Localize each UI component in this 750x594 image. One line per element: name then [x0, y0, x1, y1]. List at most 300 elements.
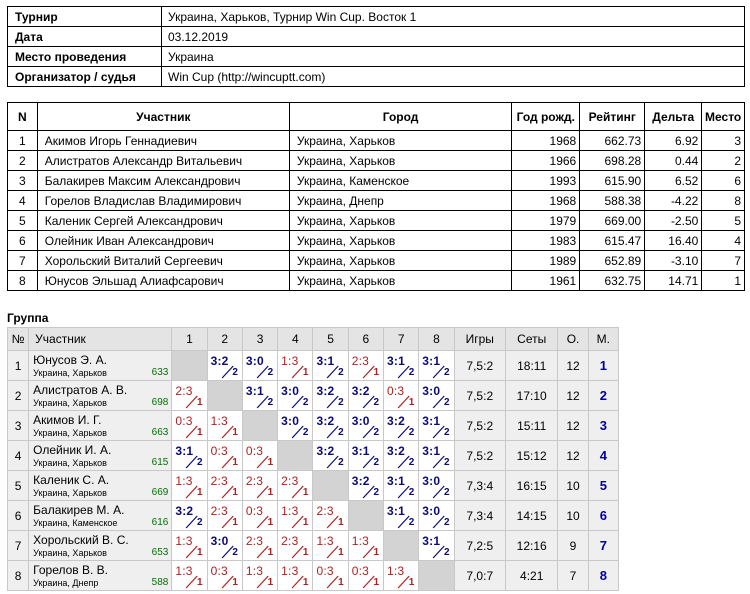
participant-delta: 6.92 — [645, 131, 702, 151]
player-sets: 17:10 — [505, 381, 557, 411]
player-place: 5 — [588, 471, 618, 501]
match-result-cell — [313, 441, 348, 471]
info-label: Дата — [8, 27, 162, 47]
match-score: 1:3 — [175, 474, 193, 488]
player-points: 12 — [558, 411, 588, 441]
header-delta: Дельта — [645, 103, 702, 131]
participants-table — [7, 102, 745, 291]
match-score: 2:3 — [210, 474, 228, 488]
player-city: Украина, Каменское — [33, 518, 118, 528]
participant-rating: 615.90 — [580, 171, 645, 191]
header-rating: Рейтинг — [580, 103, 645, 131]
match-points: 1 — [197, 427, 203, 438]
match-result-cell — [419, 531, 454, 561]
player-place: 4 — [588, 441, 618, 471]
participant-delta: 0.44 — [645, 151, 702, 171]
match-score: 3:2 — [210, 354, 229, 368]
self-match-cell — [313, 471, 348, 501]
match-score: 2:3 — [351, 354, 370, 368]
player-points: 9 — [558, 531, 588, 561]
group-header-sets: Сеты — [505, 328, 557, 351]
match-result-cell — [419, 471, 454, 501]
match-score: 3:1 — [422, 414, 441, 428]
info-label: Турнир — [8, 7, 162, 27]
participant-city: Украина, Харьков — [289, 231, 511, 251]
player-sets: 15:12 — [505, 441, 557, 471]
match-result-cell — [278, 531, 313, 561]
match-points: 1 — [267, 517, 274, 528]
group-header-col-7: 7 — [384, 328, 419, 351]
group-header-points: О. — [558, 328, 588, 351]
participant-rating: 632.75 — [580, 271, 645, 291]
match-result-cell — [278, 471, 313, 501]
player-city: Украина, Харьков — [33, 458, 107, 468]
player-city: Украина, Харьков — [33, 428, 107, 438]
self-match-cell — [419, 561, 454, 591]
header-place: Место — [702, 103, 745, 131]
match-points: 2 — [197, 457, 203, 468]
player-short-name: Хорольский В. С. — [33, 533, 129, 547]
participant-name: Каленик Сергей Александрович — [37, 211, 289, 231]
player-place: 8 — [588, 561, 618, 591]
match-score: 0:3 — [210, 564, 228, 578]
match-points: 2 — [267, 367, 274, 378]
match-score: 0:3 — [316, 564, 334, 578]
group-row-number: 8 — [8, 561, 29, 591]
match-points: 1 — [232, 487, 238, 498]
player-points: 12 — [558, 441, 588, 471]
match-points: 2 — [338, 457, 344, 468]
player-short-name: Олейник И. А. — [33, 443, 112, 457]
participant-rating: 615.47 — [580, 231, 645, 251]
match-result-cell — [384, 561, 419, 591]
player-points: 7 — [558, 561, 588, 591]
match-points: 2 — [444, 427, 450, 438]
match-result-cell — [278, 411, 313, 441]
match-result-cell — [384, 381, 419, 411]
player-games: 7,3:4 — [454, 471, 505, 501]
match-result-cell — [384, 501, 419, 531]
player-sets: 18:11 — [505, 351, 557, 381]
match-result-cell — [242, 561, 277, 591]
match-points: 2 — [408, 367, 415, 378]
participant-delta: -2.50 — [645, 211, 702, 231]
player-games: 7,5:2 — [454, 381, 505, 411]
match-result-cell — [348, 351, 383, 381]
match-score: 1:3 — [175, 534, 193, 548]
group-header-col-6: 6 — [348, 328, 383, 351]
participant-city: Украина, Харьков — [289, 151, 511, 171]
info-row — [8, 47, 745, 67]
table-row — [8, 211, 745, 231]
self-match-cell — [348, 501, 383, 531]
match-points: 2 — [373, 457, 380, 468]
match-result-cell — [242, 501, 277, 531]
match-result-cell — [172, 411, 207, 441]
match-score: 0:3 — [387, 384, 405, 398]
match-points: 2 — [267, 397, 274, 408]
group-header-col-5: 5 — [313, 328, 348, 351]
match-result-cell — [172, 531, 207, 561]
participant-place: 1 — [702, 271, 745, 291]
table-row — [8, 191, 745, 211]
group-header-col-1: 1 — [172, 328, 207, 351]
player-games: 7,3:4 — [454, 501, 505, 531]
match-points: 1 — [197, 487, 203, 498]
match-score: 1:3 — [281, 564, 299, 578]
player-games: 7,0:7 — [454, 561, 505, 591]
participant-city: Украина, Харьков — [289, 131, 511, 151]
group-player-cell — [29, 531, 172, 561]
participant-place: 6 — [702, 171, 745, 191]
participant-year: 1961 — [512, 271, 580, 291]
player-rating: 653 — [151, 547, 169, 558]
player-city: Украина, Днепр — [33, 578, 99, 588]
match-score: 3:1 — [245, 384, 264, 398]
group-player-cell — [29, 351, 172, 381]
match-score: 3:0 — [422, 474, 441, 488]
match-score: 3:0 — [422, 384, 441, 398]
group-title: Группа — [7, 311, 49, 325]
info-label: Место проведения — [8, 47, 162, 67]
match-points: 1 — [408, 577, 415, 588]
group-row — [8, 381, 619, 411]
match-result-cell — [278, 501, 313, 531]
match-score: 2:3 — [175, 384, 193, 398]
match-result-cell — [207, 501, 242, 531]
self-match-cell — [207, 381, 242, 411]
participant-n: 7 — [8, 251, 38, 271]
match-points: 1 — [338, 517, 344, 528]
match-result-cell — [207, 531, 242, 561]
table-row — [8, 251, 745, 271]
match-points: 1 — [373, 547, 380, 558]
group-header-col-3: 3 — [242, 328, 277, 351]
group-row — [8, 441, 619, 471]
participant-rating: 698.28 — [580, 151, 645, 171]
self-match-cell — [172, 351, 207, 381]
participant-delta: 6.52 — [645, 171, 702, 191]
participant-name: Балакирев Максим Александрович — [37, 171, 289, 191]
player-games: 7,5:2 — [454, 351, 505, 381]
participant-place: 3 — [702, 131, 745, 151]
match-result-cell — [207, 561, 242, 591]
match-result-cell — [207, 351, 242, 381]
participant-place: 8 — [702, 191, 745, 211]
match-points: 1 — [373, 577, 380, 588]
match-points: 2 — [338, 397, 344, 408]
group-row — [8, 531, 619, 561]
info-value: Win Cup (http://wincuptt.com) — [162, 67, 745, 87]
player-short-name: Горелов В. В. — [33, 563, 109, 577]
match-score: 1:3 — [281, 504, 299, 518]
group-row — [8, 501, 619, 531]
group-row-number: 7 — [8, 531, 29, 561]
participant-rating: 662.73 — [580, 131, 645, 151]
match-score: 2:3 — [281, 534, 299, 548]
match-points: 1 — [302, 577, 309, 588]
match-score: 3:1 — [316, 354, 335, 368]
match-score: 3:2 — [387, 444, 405, 458]
player-rating: 588 — [151, 577, 169, 588]
match-result-cell — [207, 471, 242, 501]
match-score: 3:0 — [245, 354, 264, 368]
info-row — [8, 27, 745, 47]
player-points: 12 — [558, 381, 588, 411]
match-result-cell — [172, 501, 207, 531]
player-short-name: Акимов И. Г. — [33, 413, 102, 427]
player-games: 7,5:2 — [454, 411, 505, 441]
match-score: 3:1 — [422, 354, 441, 368]
group-header-n: № — [8, 328, 29, 351]
match-result-cell — [384, 441, 419, 471]
match-result-cell — [242, 531, 277, 561]
match-points: 1 — [232, 457, 238, 468]
match-score: 2:3 — [281, 474, 299, 488]
match-score: 3:2 — [316, 384, 335, 398]
match-result-cell — [313, 501, 348, 531]
match-result-cell — [348, 381, 383, 411]
match-score: 0:3 — [210, 444, 228, 458]
group-row — [8, 351, 619, 381]
player-rating: 663 — [151, 427, 169, 438]
participant-place: 5 — [702, 211, 745, 231]
participant-n: 3 — [8, 171, 38, 191]
player-rating: 669 — [151, 487, 169, 498]
match-result-cell — [242, 471, 277, 501]
group-row-number: 1 — [8, 351, 29, 381]
match-score: 3:1 — [422, 444, 441, 458]
match-points: 2 — [197, 517, 203, 528]
group-row — [8, 471, 619, 501]
match-points: 1 — [338, 547, 344, 558]
player-place: 6 — [588, 501, 618, 531]
match-score: 1:3 — [245, 564, 264, 578]
player-short-name: Юнусов Э. А. — [33, 353, 107, 367]
participant-city: Украина, Днепр — [289, 191, 511, 211]
participant-delta: 14.71 — [645, 271, 702, 291]
participant-year: 1983 — [512, 231, 580, 251]
match-points: 1 — [267, 547, 274, 558]
player-rating: 616 — [151, 517, 169, 528]
match-score: 1:3 — [316, 534, 334, 548]
player-sets: 4:21 — [505, 561, 557, 591]
group-player-cell — [29, 501, 172, 531]
group-header-col-8: 8 — [419, 328, 454, 351]
group-player-cell — [29, 441, 172, 471]
player-rating: 615 — [151, 457, 169, 468]
match-result-cell — [278, 561, 313, 591]
match-points: 2 — [302, 397, 309, 408]
group-header-games: Игры — [454, 328, 505, 351]
player-place: 3 — [588, 411, 618, 441]
match-result-cell — [384, 411, 419, 441]
header-year: Год рожд. — [512, 103, 580, 131]
match-result-cell — [313, 531, 348, 561]
match-result-cell — [419, 411, 454, 441]
player-rating: 633 — [151, 367, 169, 378]
match-points: 2 — [408, 487, 415, 498]
match-result-cell — [313, 561, 348, 591]
player-sets: 15:11 — [505, 411, 557, 441]
participant-name: Горелов Владислав Владимирович — [37, 191, 289, 211]
self-match-cell — [278, 441, 313, 471]
group-header-place: М. — [588, 328, 618, 351]
match-points: 1 — [302, 517, 309, 528]
match-score: 1:3 — [387, 564, 405, 578]
match-score: 3:2 — [351, 384, 370, 398]
participant-place: 2 — [702, 151, 745, 171]
header-city: Город — [289, 103, 511, 131]
group-row — [8, 561, 619, 591]
match-score: 1:3 — [175, 564, 193, 578]
player-city: Украина, Харьков — [33, 368, 107, 378]
participant-n: 4 — [8, 191, 38, 211]
match-points: 2 — [302, 427, 309, 438]
match-score: 3:2 — [387, 414, 405, 428]
match-result-cell — [419, 441, 454, 471]
match-points: 1 — [267, 457, 274, 468]
match-points: 2 — [444, 487, 450, 498]
participant-n: 2 — [8, 151, 38, 171]
match-result-cell — [384, 471, 419, 501]
match-points: 2 — [232, 547, 238, 558]
group-player-cell — [29, 561, 172, 591]
group-header-col-4: 4 — [278, 328, 313, 351]
match-points: 2 — [338, 367, 344, 378]
table-row — [8, 151, 745, 171]
participant-city: Украина, Харьков — [289, 271, 511, 291]
match-score: 3:1 — [351, 444, 370, 458]
player-points: 12 — [558, 351, 588, 381]
match-score: 0:3 — [245, 444, 264, 458]
group-row-number: 3 — [8, 411, 29, 441]
tournament-info-table — [7, 6, 745, 87]
participant-name: Юнусов Эльшад Алиафсарович — [37, 271, 289, 291]
player-place: 1 — [588, 351, 618, 381]
participant-year: 1993 — [512, 171, 580, 191]
match-result-cell — [348, 471, 383, 501]
match-score: 3:1 — [387, 474, 405, 488]
group-grid — [7, 327, 619, 591]
match-score: 3:0 — [422, 504, 441, 518]
match-score: 1:3 — [210, 414, 228, 428]
match-result-cell — [348, 441, 383, 471]
participant-city: Украина, Харьков — [289, 211, 511, 231]
participant-delta: -3.10 — [645, 251, 702, 271]
player-points: 10 — [558, 471, 588, 501]
match-points: 2 — [444, 517, 450, 528]
match-score: 0:3 — [351, 564, 370, 578]
match-score: 3:0 — [281, 384, 300, 398]
match-result-cell — [172, 381, 207, 411]
participant-place: 4 — [702, 231, 745, 251]
participant-n: 1 — [8, 131, 38, 151]
match-points: 1 — [267, 487, 274, 498]
match-score: 2:3 — [316, 504, 334, 518]
participant-rating: 588.38 — [580, 191, 645, 211]
participant-name: Алистратов Александр Витальевич — [37, 151, 289, 171]
info-value: 03.12.2019 — [162, 27, 745, 47]
match-score: 0:3 — [175, 414, 193, 428]
self-match-cell — [242, 411, 277, 441]
match-points: 2 — [444, 367, 450, 378]
match-points: 1 — [232, 427, 238, 438]
player-city: Украина, Харьков — [33, 548, 107, 558]
match-result-cell — [313, 381, 348, 411]
match-points: 1 — [338, 577, 344, 588]
match-result-cell — [419, 351, 454, 381]
match-result-cell — [172, 441, 207, 471]
participant-city: Украина, Харьков — [289, 251, 511, 271]
self-match-cell — [384, 531, 419, 561]
participant-year: 1979 — [512, 211, 580, 231]
match-result-cell — [278, 381, 313, 411]
player-points: 10 — [558, 501, 588, 531]
match-score: 3:0 — [281, 414, 300, 428]
info-row — [8, 7, 745, 27]
player-short-name: Каленик С. А. — [33, 473, 110, 487]
match-result-cell — [313, 411, 348, 441]
player-city: Украина, Харьков — [33, 488, 107, 498]
match-score: 1:3 — [281, 354, 299, 368]
match-result-cell — [242, 441, 277, 471]
tournament-info-body — [8, 7, 745, 87]
match-points: 1 — [373, 367, 380, 378]
participant-year: 1968 — [512, 191, 580, 211]
match-points: 2 — [338, 427, 344, 438]
match-score: 3:0 — [210, 534, 229, 548]
match-result-cell — [348, 531, 383, 561]
match-points: 2 — [373, 397, 380, 408]
match-points: 2 — [408, 457, 415, 468]
match-points: 1 — [302, 487, 309, 498]
player-short-name: Балакирев М. А. — [33, 503, 125, 517]
match-result-cell — [207, 411, 242, 441]
table-row — [8, 271, 745, 291]
player-sets: 16:15 — [505, 471, 557, 501]
match-score: 3:0 — [351, 414, 370, 428]
match-result-cell — [207, 441, 242, 471]
match-points: 1 — [302, 547, 309, 558]
match-points: 1 — [408, 397, 415, 408]
group-row-number: 5 — [8, 471, 29, 501]
match-result-cell — [172, 561, 207, 591]
player-games: 7,5:2 — [454, 441, 505, 471]
participant-n: 6 — [8, 231, 38, 251]
participant-year: 1989 — [512, 251, 580, 271]
match-result-cell — [419, 501, 454, 531]
match-points: 2 — [408, 517, 415, 528]
match-score: 3:1 — [387, 504, 405, 518]
match-score: 2:3 — [245, 534, 264, 548]
match-score: 0:3 — [245, 504, 264, 518]
match-points: 2 — [444, 547, 450, 558]
table-row — [8, 231, 745, 251]
match-result-cell — [278, 351, 313, 381]
match-score: 3:1 — [175, 444, 194, 458]
participant-n: 5 — [8, 211, 38, 231]
match-points: 2 — [232, 367, 238, 378]
match-points: 1 — [197, 397, 203, 408]
match-score: 3:2 — [316, 414, 335, 428]
match-result-cell — [348, 561, 383, 591]
participant-year: 1966 — [512, 151, 580, 171]
match-points: 1 — [197, 547, 203, 558]
participant-name: Олейник Иван Александрович — [37, 231, 289, 251]
match-result-cell — [348, 411, 383, 441]
player-games: 7,2:5 — [454, 531, 505, 561]
